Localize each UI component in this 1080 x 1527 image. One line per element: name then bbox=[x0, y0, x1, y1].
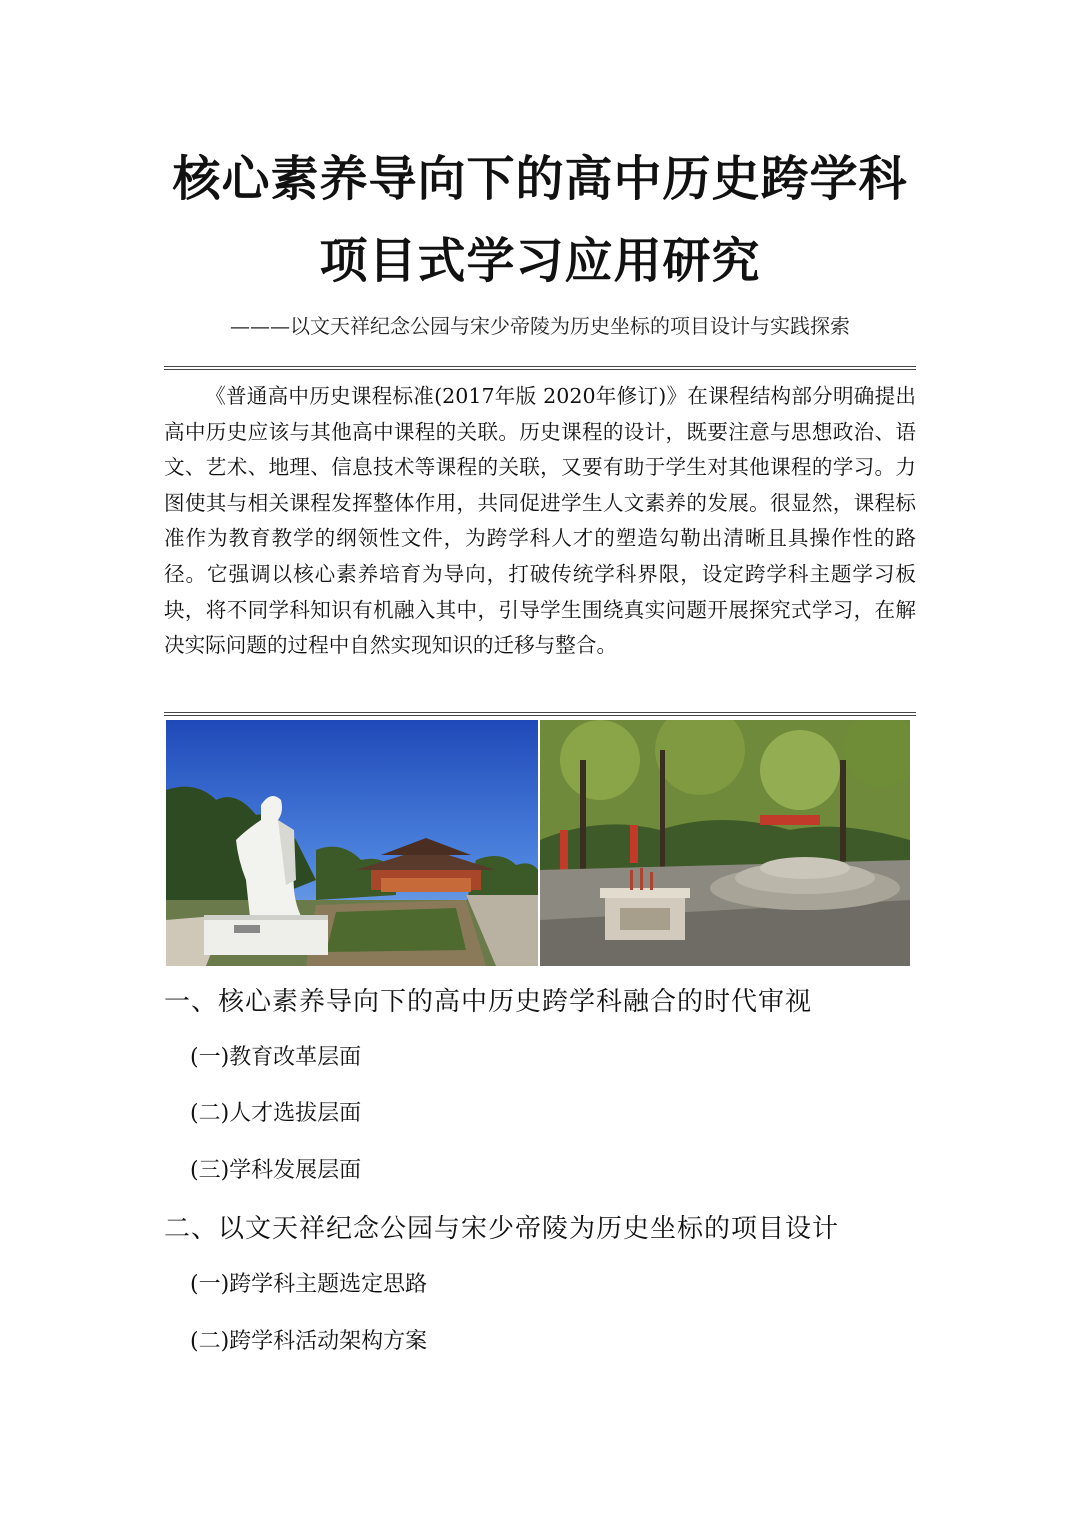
subtitle: ———以文天祥纪念公园与宋少帝陵为历史坐标的项目设计与实践探索 bbox=[230, 314, 850, 338]
section-heading-2: 二、以文天祥纪念公园与宋少帝陵为历史坐标的项目设计 bbox=[164, 1214, 840, 1244]
subsection-1-3: (三)学科发展层面 bbox=[190, 1158, 362, 1183]
statue-photo bbox=[166, 720, 538, 966]
double-rule-top bbox=[164, 366, 916, 370]
intro-paragraph: 《普通高中历史课程标准(2017年版 2020年修订)》在课程结构部分明确提出高中历史应该与其他高中课程的关联。历史课程的设计，既要注意与思想政治、语文、艺术、地理、信息技术等课程的关联，又要有助于学生对其他课程的学习。力图使其与相关课程发挥整体作用，共同促进学生人文素养的发展。很显然，课程标准作为教育教学的纲领性文件，为跨学科人才的塑造勾勒出清晰且具操作性的路径。它强调以核心素养培育为导向，打破传统学科界限，设定跨学科主题学习板块，将不同学科知识有机融入其中，引导学生围绕真实问题开展探究式学习，在解决实际问题的过程中自然实现知识的迁移与整合。 bbox=[164, 384, 916, 658]
subsection-1-2: (二)人才选拔层面 bbox=[190, 1101, 362, 1126]
title-line-1: 核心素养导向下的高中历史跨学科 bbox=[172, 151, 908, 207]
subsection-2-2: (二)跨学科活动架构方案 bbox=[190, 1329, 428, 1354]
section-heading-1: 一、核心素养导向下的高中历史跨学科融合的时代审视 bbox=[164, 987, 813, 1017]
subsection-2-1: (一)跨学科主题选定思路 bbox=[190, 1272, 428, 1297]
tomb-photo bbox=[540, 720, 910, 966]
subsection-1-1: (一)教育改革层面 bbox=[190, 1045, 362, 1070]
double-rule-bottom bbox=[164, 712, 916, 716]
title-line-2: 项目式学习应用研究 bbox=[319, 233, 761, 289]
